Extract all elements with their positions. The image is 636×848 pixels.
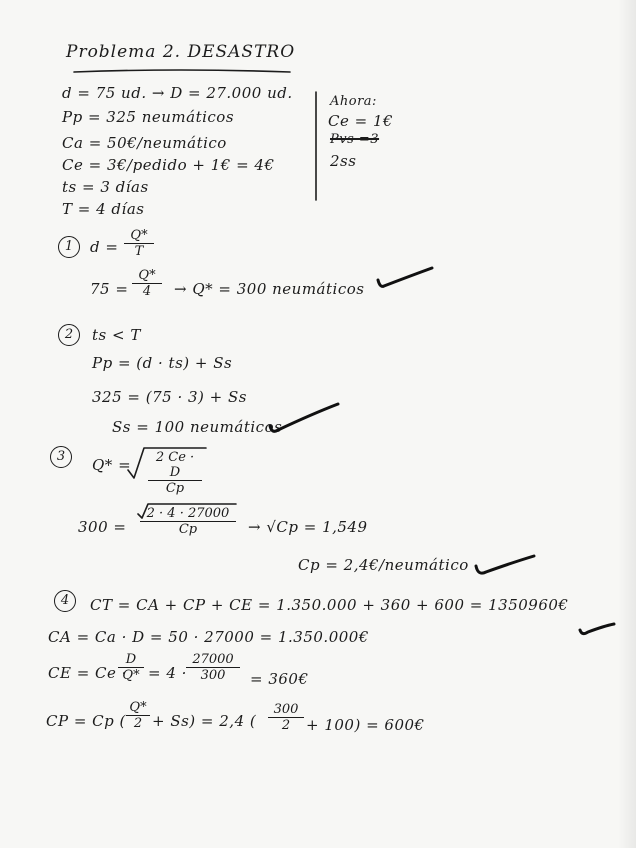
checkmark-icon <box>378 268 432 286</box>
s3-lhs: Q* = <box>92 456 132 474</box>
section-2-number: 2 <box>58 324 80 346</box>
section-4-number: 4 <box>54 590 76 612</box>
s4-ct-line: CT = CA + CP + CE = 1.350.000 + 360 + 600 = 1350960€ <box>90 596 569 614</box>
aside-ss: 2ss <box>330 152 357 170</box>
s3-radical-sign <box>128 448 206 478</box>
s4-ce-fraction-2-denominator: 300 <box>200 668 226 683</box>
aside-ce: Ce = 1€ <box>328 112 394 130</box>
s4-ce-lhs: CE = Ce · <box>48 664 127 682</box>
s1-eq2-lhs: 75 = <box>90 280 129 298</box>
s4-cp-fraction-2-numerator: 300 <box>268 702 304 718</box>
s3-line2-lhs: 300 = <box>78 518 127 536</box>
s2-line-2: Pp = (d · ts) + Ss <box>92 354 233 372</box>
given-line-4: Ce = 3€/pedido + 1€ = 4€ <box>62 156 275 174</box>
s3-line2-denominator: Cp <box>178 522 198 537</box>
s3-line2-numerator: 2 · 4 · 27000 <box>140 506 236 522</box>
section-3-number: 3 <box>50 446 72 468</box>
s2-line-4: Ss = 100 neumáticos <box>112 418 283 436</box>
s3-line2-radical-sign <box>138 504 236 518</box>
checkmark-icon <box>270 404 338 431</box>
s4-ce-fraction-1-denominator: Q* <box>122 668 140 683</box>
s1-eq2-denominator: 4 <box>142 284 152 299</box>
page-edge-shadow <box>618 0 636 848</box>
given-line-5: ts = 3 días <box>62 178 149 196</box>
s4-cp-mid: + Ss) = 2,4 ( <box>152 712 257 730</box>
s4-ce-result: = 360€ <box>250 670 309 688</box>
s4-ce-fraction-2-numerator: 27000 <box>186 652 240 668</box>
given-line-6: T = 4 días <box>62 200 145 218</box>
s4-cp-fraction-2-denominator: 2 <box>281 718 291 733</box>
s2-line-3: 325 = (75 · 3) + Ss <box>92 388 247 406</box>
aside-heading: Ahora: <box>330 94 377 109</box>
s4-ca-line: CA = Ca · D = 50 · 27000 = 1.350.000€ <box>48 628 369 646</box>
s1-eq2-numerator: Q* <box>132 268 162 284</box>
title-underline <box>74 70 290 72</box>
s1-eq2-result: → Q* = 300 neumáticos <box>174 280 365 298</box>
s2-line-1: ts < T <box>92 326 141 344</box>
section-1-number: 1 <box>58 236 80 258</box>
s3-line3: Cp = 2,4€/neumático <box>298 556 469 574</box>
s4-cp-fraction-1-denominator: 2 <box>133 716 143 731</box>
s1-eq1-denominator: T <box>134 244 144 259</box>
s4-cp-lhs: CP = Cp ( <box>46 712 126 730</box>
s4-ce-fraction-1-numerator: D <box>118 652 144 668</box>
s1-eq1-numerator: Q* <box>124 228 154 244</box>
checkmark-icon <box>580 624 614 634</box>
given-line-1: d = 75 ud. → D = 27.000 ud. <box>62 84 293 102</box>
s4-ce-mid: = 4 · <box>148 664 187 682</box>
s3-root-denominator: Cp <box>165 481 185 496</box>
checkmark-icon <box>476 556 534 573</box>
s1-eq1-lhs: d = <box>90 238 119 256</box>
s3-root-numerator: 2 Ce · D <box>148 450 202 481</box>
aside-struck-text: Pvs =3 <box>330 132 380 147</box>
given-line-3: Ca = 50€/neumático <box>62 134 227 152</box>
s3-line2-result: → √Cp = 1,549 <box>248 518 368 536</box>
given-line-2: Pp = 325 neumáticos <box>62 108 235 126</box>
s4-cp-result: + 100) = 600€ <box>306 716 425 734</box>
page-title: Problema 2. DESASTRO <box>66 42 296 62</box>
s4-cp-fraction-1-numerator: Q* <box>126 700 150 716</box>
